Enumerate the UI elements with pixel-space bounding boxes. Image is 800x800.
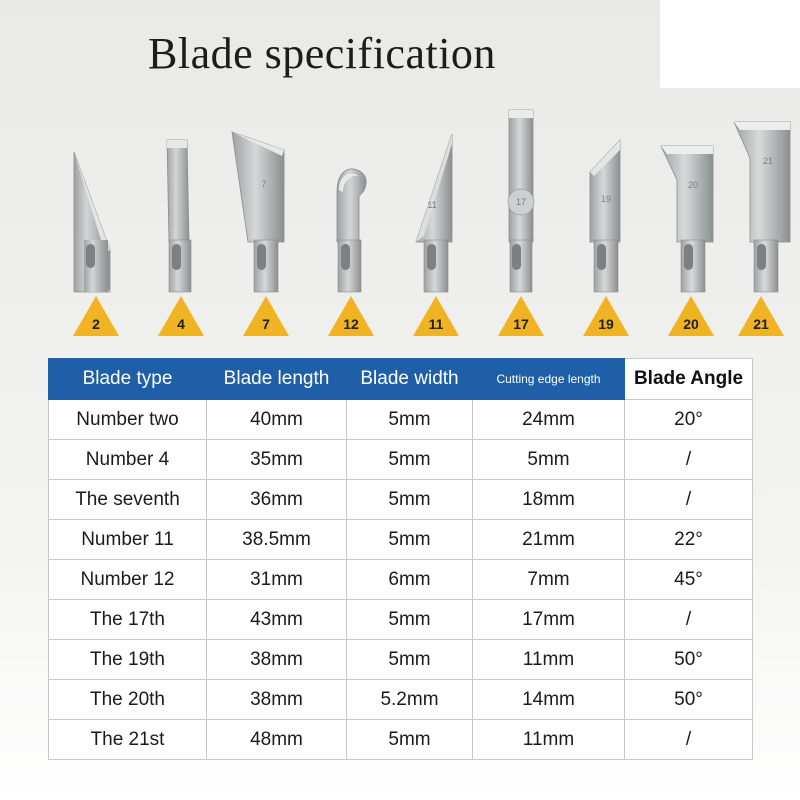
cell-blade-angle: 20° xyxy=(625,400,753,440)
specification-table xyxy=(48,358,753,760)
cell-blade-width: 5mm xyxy=(347,520,473,560)
cell-blade-length: 40mm xyxy=(207,400,347,440)
cell-cutting-edge-length: 11mm xyxy=(473,640,625,680)
blade-marker-row xyxy=(38,296,768,340)
cell-blade-width: 5mm xyxy=(347,480,473,520)
cell-blade-length: 36mm xyxy=(207,480,347,520)
cell-blade-angle: 50° xyxy=(625,680,753,720)
cell-blade-length: 38mm xyxy=(207,640,347,680)
cell-blade-width: 5mm xyxy=(347,400,473,440)
column-header-blade-length: Blade length xyxy=(207,359,347,400)
cell-blade-angle: / xyxy=(625,480,753,520)
blade-marker-label: 19 xyxy=(598,316,614,332)
page-title: Blade specification xyxy=(148,29,496,78)
blade-marker-label: 11 xyxy=(428,316,444,332)
cell-blade-length: 48mm xyxy=(207,720,347,760)
blade-marker-label: 2 xyxy=(92,316,100,332)
cell-blade-length: 35mm xyxy=(207,440,347,480)
blade-marker-12 xyxy=(328,296,374,336)
cell-blade-length: 31mm xyxy=(207,560,347,600)
cell-cutting-edge-length: 5mm xyxy=(473,440,625,480)
cell-blade-angle: 50° xyxy=(625,640,753,680)
cell-cutting-edge-length: 7mm xyxy=(473,560,625,600)
blade-art-label-11: 11 xyxy=(427,200,437,210)
cell-blade-length: 43mm xyxy=(207,600,347,640)
cell-cutting-edge-length: 11mm xyxy=(473,720,625,760)
column-header-cutting-edge-length: Cutting edge length xyxy=(473,359,625,400)
cell-cutting-edge-length: 24mm xyxy=(473,400,625,440)
column-header-blade-angle: Blade Angle xyxy=(625,359,753,400)
blade-marker-21 xyxy=(738,296,784,336)
blade-art-label-19: 19 xyxy=(600,194,612,204)
cell-blade-type: Number 4 xyxy=(49,440,207,480)
cell-cutting-edge-length: 17mm xyxy=(473,600,625,640)
blade-marker-11 xyxy=(413,296,459,336)
table-row xyxy=(49,480,753,520)
table-row xyxy=(49,520,753,560)
blade-marker-20 xyxy=(668,296,714,336)
blade-art-label-17: 17 xyxy=(515,197,527,207)
cell-blade-type: Number 11 xyxy=(49,520,207,560)
cell-blade-width: 6mm xyxy=(347,560,473,600)
cell-blade-width: 5mm xyxy=(347,720,473,760)
cell-blade-angle: / xyxy=(625,720,753,760)
table-row xyxy=(49,560,753,600)
cell-blade-width: 5mm xyxy=(347,640,473,680)
cell-blade-width: 5mm xyxy=(347,440,473,480)
column-header-blade-type: Blade type xyxy=(49,359,207,400)
table-row xyxy=(49,440,753,480)
cell-cutting-edge-length: 14mm xyxy=(473,680,625,720)
cell-cutting-edge-length: 21mm xyxy=(473,520,625,560)
table-row xyxy=(49,600,753,640)
corner-notch xyxy=(660,0,800,88)
table-row xyxy=(49,720,753,760)
cell-blade-angle: 22° xyxy=(625,520,753,560)
cell-blade-type: The 20th xyxy=(49,680,207,720)
cell-blade-type: The 17th xyxy=(49,600,207,640)
blade-marker-7 xyxy=(243,296,289,336)
blade-marker-label: 20 xyxy=(683,316,699,332)
blade-marker-4 xyxy=(158,296,204,336)
blade-marker-label: 4 xyxy=(177,316,185,332)
table-header-row xyxy=(49,359,753,400)
blade-marker-2 xyxy=(73,296,119,336)
blade-art-label-20: 20 xyxy=(687,180,699,190)
table-row xyxy=(49,400,753,440)
cell-blade-type: Number two xyxy=(49,400,207,440)
cell-blade-type: The seventh xyxy=(49,480,207,520)
blade-marker-label: 17 xyxy=(513,316,529,332)
column-header-blade-width: Blade width xyxy=(347,359,473,400)
cell-blade-width: 5.2mm xyxy=(347,680,473,720)
blade-art-label-7: 7 xyxy=(261,179,267,189)
blade-marker-label: 7 xyxy=(262,316,270,332)
cell-blade-angle: 45° xyxy=(625,560,753,600)
cell-blade-type: Number 12 xyxy=(49,560,207,600)
cell-cutting-edge-length: 18mm xyxy=(473,480,625,520)
blade-marker-19 xyxy=(583,296,629,336)
table-row xyxy=(49,680,753,720)
cell-blade-angle: / xyxy=(625,600,753,640)
blade-art-label-21: 21 xyxy=(762,156,774,166)
cell-blade-type: The 19th xyxy=(49,640,207,680)
blade-marker-17 xyxy=(498,296,544,336)
specification-table-wrapper xyxy=(48,358,752,760)
blade-marker-label: 21 xyxy=(753,316,769,332)
cell-blade-length: 38mm xyxy=(207,680,347,720)
cell-blade-length: 38.5mm xyxy=(207,520,347,560)
cell-blade-width: 5mm xyxy=(347,600,473,640)
table-row xyxy=(49,640,753,680)
blade-marker-label: 12 xyxy=(343,316,359,332)
cell-blade-angle: / xyxy=(625,440,753,480)
cell-blade-type: The 21st xyxy=(49,720,207,760)
